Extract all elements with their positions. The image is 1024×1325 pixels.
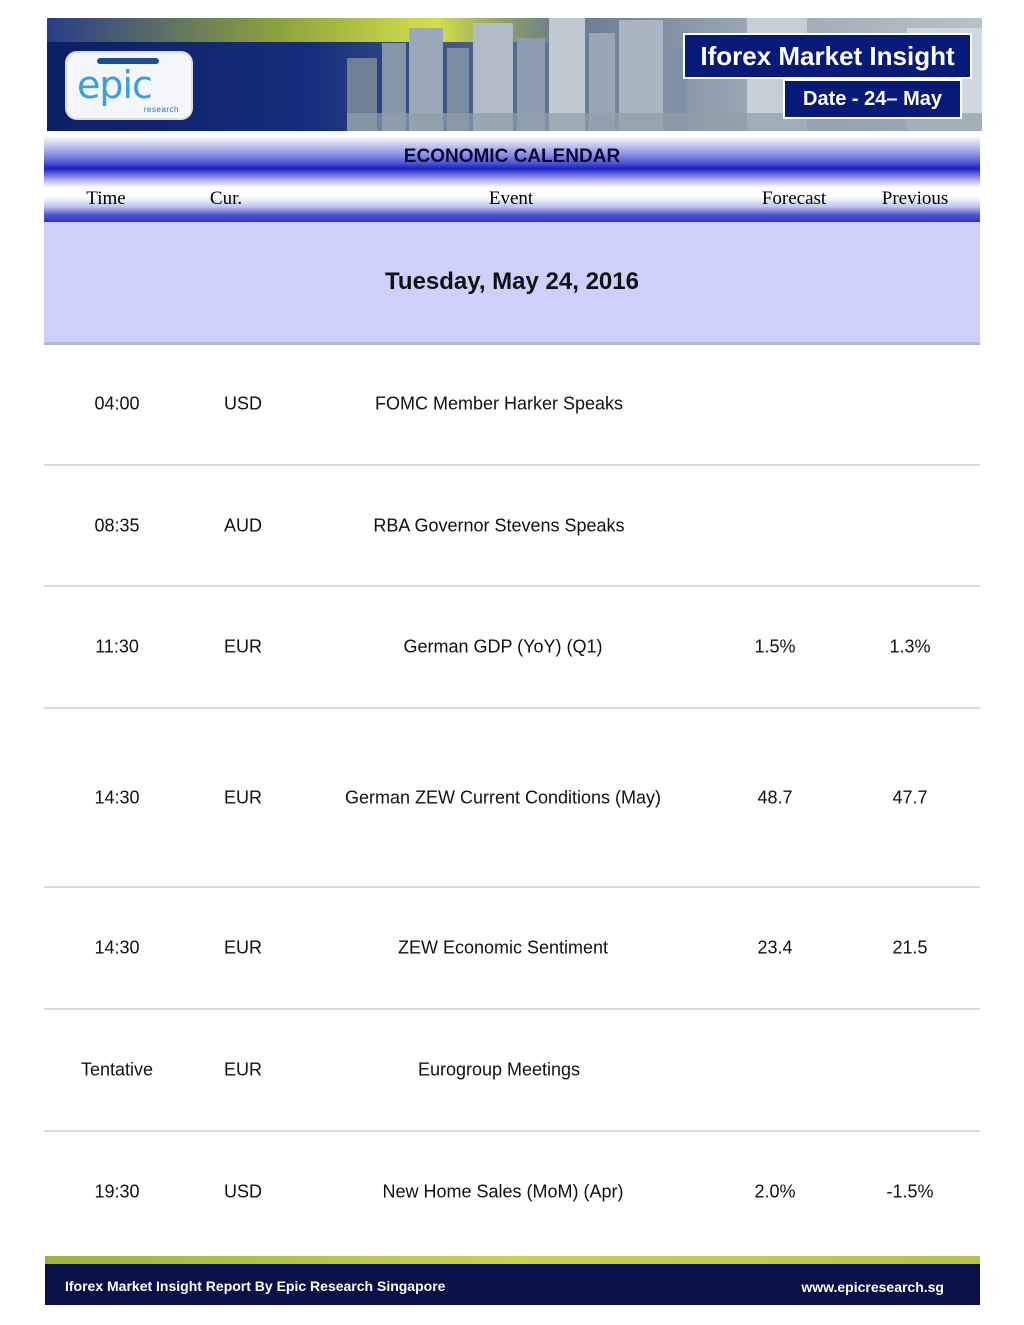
cell-previous: 47.7 (892, 787, 928, 807)
cell-time: 14:30 (94, 787, 140, 807)
cell-currency: USD (223, 393, 263, 414)
cell-event: German ZEW Current Conditions (May) (344, 787, 662, 807)
footer-website-link[interactable]: www.epicresearch.sg (801, 1279, 944, 1295)
logo-subtext: research (143, 105, 179, 114)
cell-forecast: 23.4 (757, 937, 793, 958)
table-row (44, 1010, 980, 1132)
cell-previous: 1.3% (889, 636, 931, 657)
cell-event: Eurogroup Meetings (417, 1059, 581, 1080)
cell-currency: EUR (223, 787, 263, 807)
cell-event: ZEW Economic Sentiment (397, 937, 609, 958)
table-row (44, 888, 980, 1010)
table-row (44, 709, 980, 888)
column-header-time: Time (86, 188, 126, 209)
cell-time: 04:00 (94, 393, 140, 414)
cell-time: 11:30 (95, 636, 139, 657)
cell-currency: EUR (223, 1059, 263, 1080)
cell-previous: 21.5 (892, 937, 928, 958)
cell-forecast: 1.5% (754, 636, 796, 657)
footer-bar (45, 1264, 980, 1305)
cell-currency: EUR (223, 937, 263, 958)
logo-wordmark: epic (77, 63, 152, 107)
epic-research-logo (67, 53, 191, 118)
table-row (44, 587, 980, 709)
report-date: Date - 24– May (783, 79, 962, 119)
column-header-forecast: Forecast (761, 188, 827, 209)
column-header-currency: Cur. (209, 188, 243, 209)
cell-time: 14:30 (94, 937, 140, 958)
cell-currency: USD (223, 1181, 263, 1202)
cell-currency: EUR (223, 636, 263, 657)
cell-event: FOMC Member Harker Speaks (374, 393, 624, 414)
day-heading: Tuesday, May 24, 2016 (44, 222, 980, 345)
cell-previous: -1.5% (886, 1181, 934, 1202)
table-row (44, 1132, 980, 1252)
header-banner (47, 18, 982, 131)
cell-currency: AUD (223, 515, 263, 535)
cell-event: RBA Governor Stevens Speaks (373, 515, 625, 535)
cell-event: German GDP (YoY) (Q1) (403, 636, 603, 657)
report-title: Iforex Market Insight (683, 33, 972, 79)
column-header-previous: Previous (881, 188, 949, 209)
column-header-event: Event (488, 188, 534, 209)
cell-time: Tentative (80, 1059, 154, 1080)
cell-time: 19:30 (94, 1181, 140, 1202)
cell-event: New Home Sales (MoM) (Apr) (382, 1181, 624, 1202)
table-row (44, 344, 980, 466)
calendar-header (44, 136, 980, 222)
footer-accent-stripe (45, 1256, 980, 1264)
cell-forecast: 2.0% (754, 1181, 796, 1202)
calendar-title: ECONOMIC CALENDAR (403, 146, 621, 167)
cell-time: 08:35 (94, 515, 140, 535)
table-row (44, 466, 980, 587)
footer-report-credit: Iforex Market Insight Report By Epic Research Singapore (65, 1278, 446, 1294)
cell-forecast: 48.7 (757, 787, 793, 807)
